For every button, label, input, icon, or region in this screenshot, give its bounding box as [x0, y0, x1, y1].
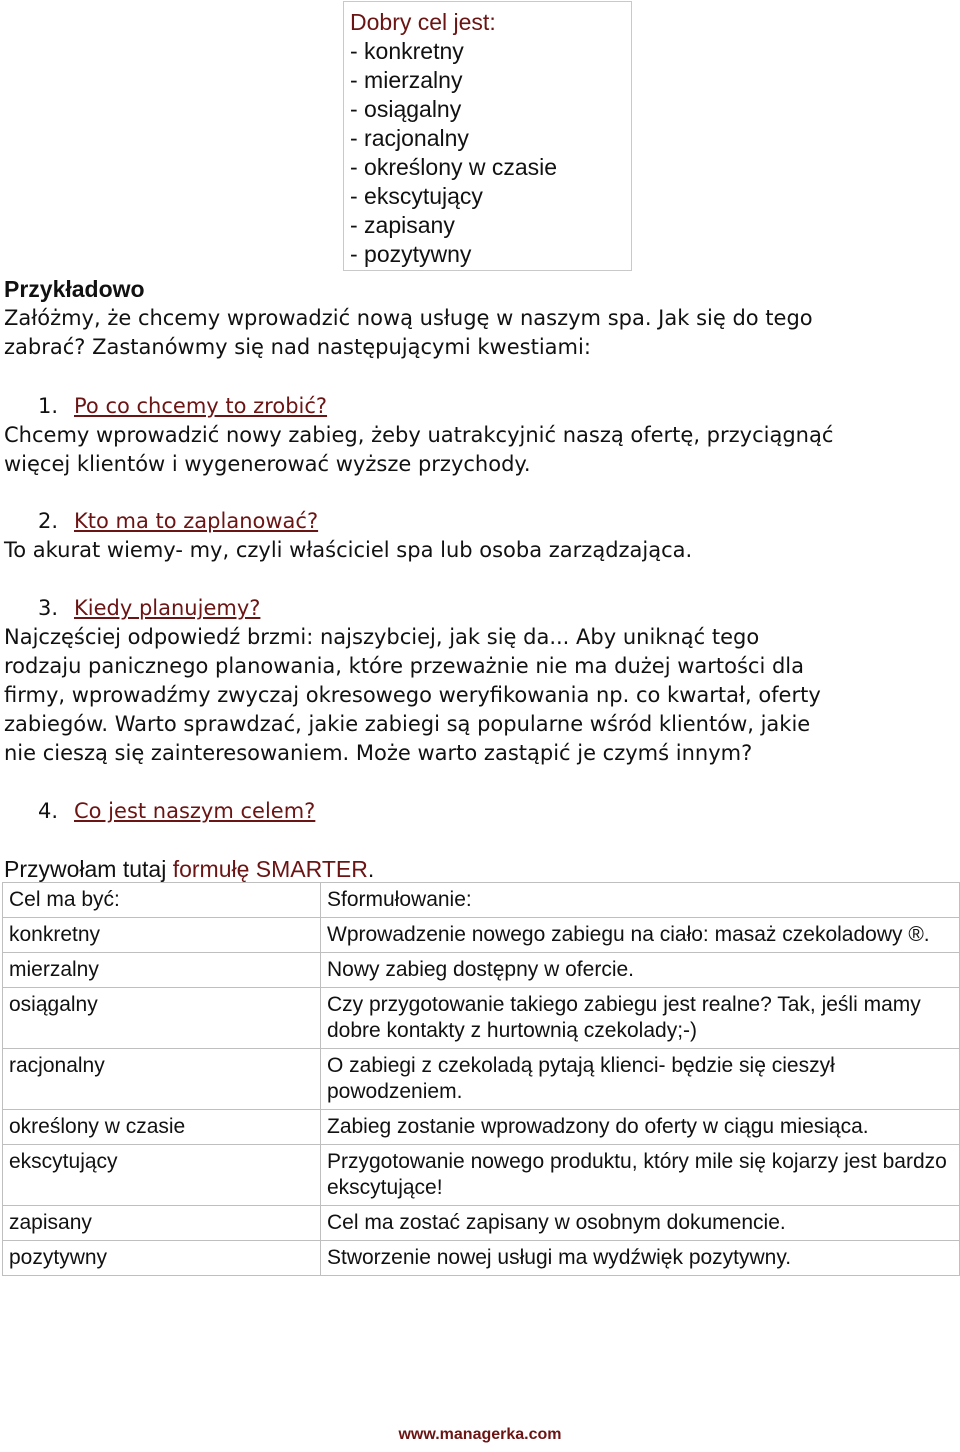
answer-line: nie cieszą się zainteresowaniem. Może warto zastąpić je czymś innym? [4, 741, 753, 765]
table-cell: ekscytujący [3, 1145, 321, 1206]
table-row [3, 1206, 960, 1241]
table-header: Cel ma być: [3, 883, 321, 918]
question-link-3[interactable]: Kiedy planujemy? [74, 596, 261, 620]
table-cell: mierzalny [3, 953, 321, 988]
table-cell: Przygotowanie nowego produktu, który mile się kojarzy jest bardzo ekscytujące! [321, 1145, 960, 1206]
table-cell: Cel ma zostać zapisany w osobnym dokumencie. [321, 1206, 960, 1241]
answer-line: rodzaju panicznego planowania, które przeważnie nie ma dużej wartości dla [4, 654, 804, 678]
intro-line: zabrać? Zastanówmy się nad następującymi kwestiami: [4, 335, 591, 359]
question-number: 1. [38, 394, 59, 418]
table-cell: Czy przygotowanie takiego zabiegu jest realne? Tak, jeśli mamy dobre kontakty z hurtownią czekolady;-) [321, 988, 960, 1049]
answer-line: firmy, wprowadźmy zwyczaj okresowego weryfikowania np. co kwartał, oferty [4, 683, 821, 707]
intro-line: Załóżmy, że chcemy wprowadzić nową usługę w naszym spa. Jak się do tego [4, 306, 813, 330]
table-row [3, 953, 960, 988]
goal-item: - racjonalny [350, 125, 469, 151]
goal-box [343, 1, 632, 271]
goal-item: - konkretny [350, 38, 464, 64]
goal-item: - mierzalny [350, 67, 463, 93]
footer-website-link[interactable]: www.managerka.com [398, 1426, 562, 1443]
table-cell: Nowy zabieg dostępny w ofercie. [321, 953, 960, 988]
question-link-4[interactable]: Co jest naszym celem? [74, 799, 316, 823]
table-cell: pozytywny [3, 1241, 321, 1276]
goal-item: - zapisany [350, 212, 455, 238]
answer-line: Najczęściej odpowiedź brzmi: najszybciej, jak się da... Aby uniknąć tego [4, 625, 760, 649]
table-row [3, 988, 960, 1049]
answer-line: To akurat wiemy- my, czyli właściciel spa lub osoba zarządzająca. [4, 538, 693, 562]
table-cell: Wprowadzenie nowego zabiegu na ciało: masaż czekoladowy ®. [321, 918, 960, 953]
table-cell: Stworzenie nowej usługi ma wydźwięk pozytywny. [321, 1241, 960, 1276]
question-number: 2. [38, 509, 59, 533]
table-cell: O zabiegi z czekoladą pytają klienci- będzie się cieszył powodzeniem. [321, 1049, 960, 1110]
smarter-link[interactable]: formułę SMARTER [172, 856, 368, 882]
table-row [3, 918, 960, 953]
goal-item: - pozytywny [350, 241, 472, 267]
table-cell: osiągalny [3, 988, 321, 1049]
goal-item: - ekscytujący [350, 183, 483, 209]
answer-line: więcej klientów i wygenerować wyższe przychody. [4, 452, 531, 476]
table-header: Sformułowanie: [321, 883, 960, 918]
smarter-table [2, 882, 960, 1276]
table-header-row [3, 883, 960, 918]
question-number: 4. [38, 799, 59, 823]
question-number: 3. [38, 596, 59, 620]
goal-box-title: Dobry cel jest: [350, 9, 496, 35]
table-cell: Zabieg zostanie wprowadzony do oferty w ciągu miesiąca. [321, 1110, 960, 1145]
table-cell: racjonalny [3, 1049, 321, 1110]
question-link-1[interactable]: Po co chcemy to zrobić? [74, 394, 328, 418]
question-link-2[interactable]: Kto ma to zaplanować? [74, 509, 319, 533]
goal-item: - określony w czasie [350, 154, 558, 180]
smarter-intro-suffix: . [367, 856, 375, 882]
answer-line: Chcemy wprowadzić nowy zabieg, żeby uatrakcyjnić naszą ofertę, przyciągnąć [4, 423, 834, 447]
table-cell: określony w czasie [3, 1110, 321, 1145]
smarter-intro [4, 855, 374, 884]
answer-line: zabiegów. Warto sprawdzać, jakie zabiegi są popularne wśród klientów, jakie [4, 712, 811, 736]
example-heading: Przykładowo [4, 276, 145, 302]
table-row [3, 1110, 960, 1145]
goal-item: - osiągalny [350, 96, 462, 122]
smarter-intro-prefix: Przywołam tutaj [4, 856, 173, 882]
table-cell: konkretny [3, 918, 321, 953]
table-row [3, 1241, 960, 1276]
table-cell: zapisany [3, 1206, 321, 1241]
table-row [3, 1145, 960, 1206]
table-row [3, 1049, 960, 1110]
